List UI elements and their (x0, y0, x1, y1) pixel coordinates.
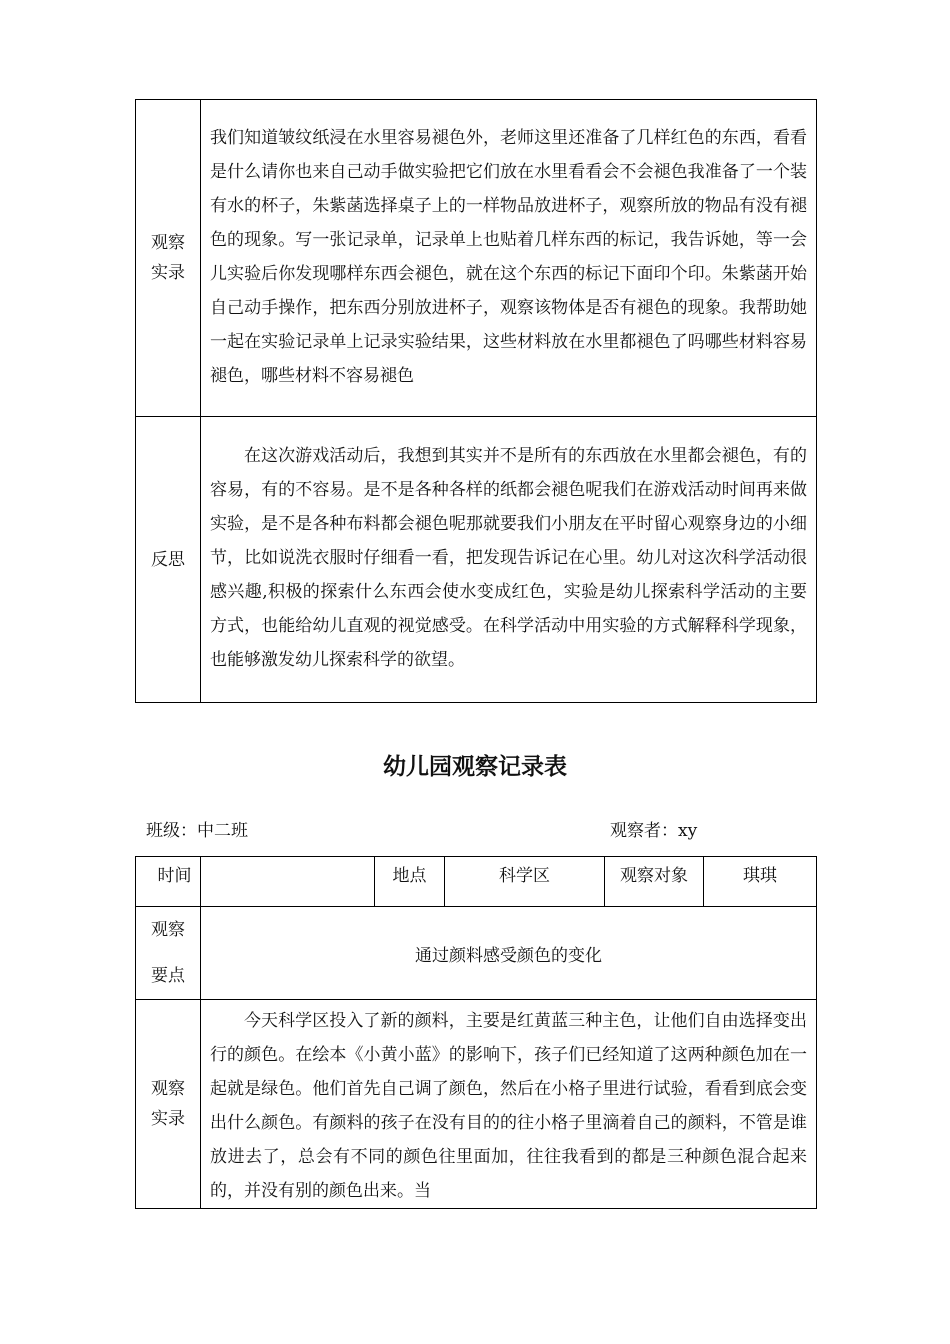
point-row (136, 907, 817, 1000)
reflection-row (136, 417, 817, 703)
observation-label-line2: 实录 (151, 263, 185, 283)
point-text: 通过颜料感受颜色的变化 (201, 907, 817, 1000)
place-value: 科学区 (445, 857, 605, 907)
subject-label: 观察对象 (605, 857, 704, 907)
time-label: 时间 (136, 857, 201, 907)
point-label-line1: 观察 (151, 920, 185, 940)
subject-value: 琪琪 (704, 857, 817, 907)
observation-label-cell (136, 100, 201, 417)
reflection-text: 在这次游戏活动后，我想到其实并不是所有的东西放在水里都会褪色，有的容易，有的不容易。是不是各种各样的纸都会褪色呢我们在游戏活动时间再来做实验，是不是各种布料都会褪色呢那就要我们小朋友在平时留心观察身边的小细节，比如说洗衣服时仔细看一看，把发现告诉记在心里。幼儿对这次科学活动很感兴趣,积极的探索什么东西会使水变成红色，实验是幼儿探索科学活动的主要方式，也能给幼儿直观的视觉感受。在科学活动中用实验的方式解释科学现象，也能够激发幼儿探索科学的欲望。 (201, 417, 817, 703)
form-title: 幼儿园观察记录表 (383, 754, 567, 780)
reflection-label: 反思 (136, 417, 201, 703)
time-value (201, 857, 375, 907)
record-table-1 (135, 99, 817, 703)
header-row (136, 857, 817, 907)
point-label-cell (136, 907, 201, 1000)
record-table-2 (135, 856, 817, 1209)
observer-info: 观察者：xy (610, 821, 698, 841)
class-info: 班级：中二班 (146, 821, 248, 841)
observation-label-cell-2 (136, 1000, 201, 1209)
place-label: 地点 (375, 857, 445, 907)
observation-row (136, 100, 817, 417)
observation-label-2-line1: 观察 (151, 1079, 185, 1099)
observation-row-2 (136, 1000, 817, 1209)
observation-label-line1: 观察 (151, 233, 185, 253)
observation-label-2-line2: 实录 (151, 1109, 185, 1129)
observation-text-2: 今天科学区投入了新的颜料，主要是红黄蓝三种主色，让他们自由选择变出行的颜色。在绘本《小黄小蓝》的影响下，孩子们已经知道了这两种颜色加在一起就是绿色。他们首先自己调了颜色，然后在小格子里进行试验，看看到底会变出什么颜色。有颜料的孩子在没有目的的往小格子里滴着自己的颜料，不管是谁放进去了，总会有不同的颜色往里面加，往往我看到的都是三种颜色混合起来的，并没有别的颜色出来。当 (201, 1000, 817, 1209)
observation-text: 我们知道皱纹纸浸在水里容易褪色外，老师这里还准备了几样红色的东西，看看是什么请你也来自己动手做实验把它们放在水里看看会不会褪色我准备了一个装有水的杯子，朱紫菡选择桌子上的一样物品放进杯子，观察所放的物品有没有褪色的现象。写一张记录单，记录单上也贴着几样东西的标记，我告诉她，等一会儿实验后你发现哪样东西会褪色，就在这个东西的标记下面印个印。朱紫菡开始自己动手操作，把东西分别放进杯子，观察该物体是否有褪色的现象。我帮助她一起在实验记录单上记录实验结果，这些材料放在水里都褪色了吗哪些材料容易褪色，哪些材料不容易褪色 (201, 100, 817, 417)
point-label-line2: 要点 (151, 966, 185, 986)
